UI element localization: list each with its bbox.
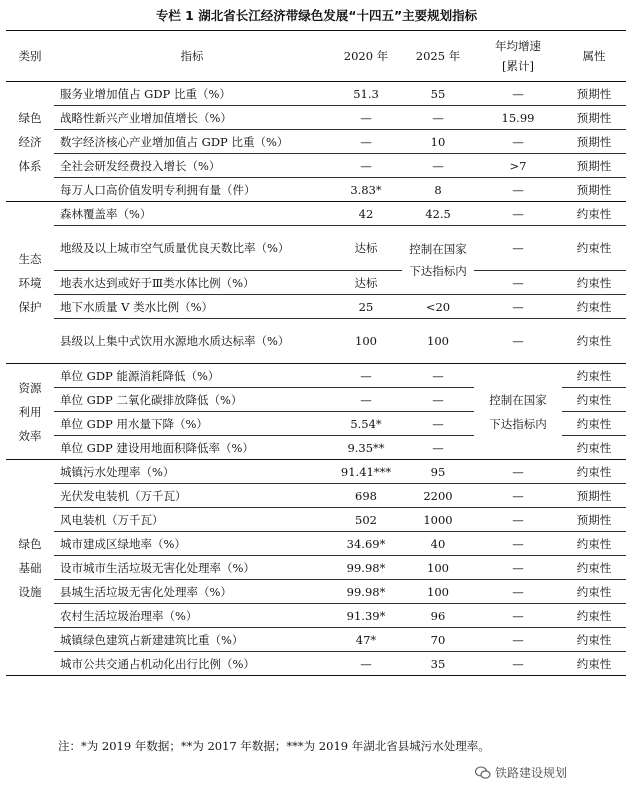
table-row	[6, 556, 626, 580]
indicator-cell: 森林覆盖率（%）	[54, 202, 330, 226]
value-2020-cell: —	[330, 130, 402, 154]
header-growth-line2: [累计]	[502, 59, 534, 73]
attribute-cell: 约束性	[562, 652, 626, 676]
category-cell: 绿色 基础 设施	[6, 460, 54, 676]
growth-cell: 15.99	[474, 106, 562, 130]
attribute-cell: 预期性	[562, 178, 626, 202]
attribute-cell: 预期性	[562, 508, 626, 532]
value-2020-cell: 91.41***	[330, 460, 402, 484]
growth-cell: —	[474, 178, 562, 202]
value-2025-cell: 55	[402, 82, 474, 106]
value-2020-cell: 达标	[330, 271, 402, 295]
value-2020-cell: 达标	[330, 226, 402, 271]
value-2020-cell: 25	[330, 295, 402, 319]
table-row	[6, 604, 626, 628]
value-2020-cell: 9.35**	[330, 436, 402, 460]
growth-cell: —	[474, 130, 562, 154]
value-2020-cell: 47*	[330, 628, 402, 652]
value-2025-cell: 70	[402, 628, 474, 652]
header-2020: 2020 年	[330, 31, 402, 82]
indicator-cell: 地表水达到或好于Ⅲ类水体比例（%）	[54, 271, 330, 295]
attribute-cell: 约束性	[562, 202, 626, 226]
table-row	[6, 484, 626, 508]
value-2020-cell: 99.98*	[330, 580, 402, 604]
value-2020-cell: 502	[330, 508, 402, 532]
table-row	[6, 226, 626, 271]
value-2020-cell: —	[330, 388, 402, 412]
attribute-cell: 约束性	[562, 412, 626, 436]
indicator-cell: 单位 GDP 二氧化碳排放降低（%）	[54, 388, 330, 412]
value-2020-cell: 51.3	[330, 82, 402, 106]
indicator-cell: 光伏发电装机（万千瓦）	[54, 484, 330, 508]
indicator-cell: 城市公共交通占机动化出行比例（%）	[54, 652, 330, 676]
indicator-cell: 数字经济核心产业增加值占 GDP 比重（%）	[54, 130, 330, 154]
indicator-cell: 服务业增加值占 GDP 比重（%）	[54, 82, 330, 106]
value-2020-cell: 99.98*	[330, 556, 402, 580]
attribute-cell: 约束性	[562, 436, 626, 460]
value-2025-cell: 2200	[402, 484, 474, 508]
value-2025-cell: —	[402, 436, 474, 460]
value-2025-cell: —	[402, 154, 474, 178]
growth-cell: —	[474, 484, 562, 508]
indicator-cell: 全社会研发经费投入增长（%）	[54, 154, 330, 178]
growth-cell: —	[474, 82, 562, 106]
indicator-cell: 风电装机（万千瓦）	[54, 508, 330, 532]
value-2025-cell: —	[402, 106, 474, 130]
header-category: 类别	[6, 31, 54, 82]
attribute-cell: 约束性	[562, 580, 626, 604]
indicator-cell: 城镇绿色建筑占新建建筑比重（%）	[54, 628, 330, 652]
value-2020-cell: 42	[330, 202, 402, 226]
value-2020-cell: —	[330, 652, 402, 676]
attribute-cell: 约束性	[562, 364, 626, 388]
attribute-cell: 约束性	[562, 604, 626, 628]
indicator-cell: 单位 GDP 能源消耗降低（%）	[54, 364, 330, 388]
indicator-cell: 单位 GDP 建设用地面积降低率（%）	[54, 436, 330, 460]
header-growth	[474, 31, 562, 82]
table-row	[6, 130, 626, 154]
value-2025-cell: 96	[402, 604, 474, 628]
growth-cell: —	[474, 460, 562, 484]
value-2025-cell: 8	[402, 178, 474, 202]
table-row	[6, 271, 626, 295]
table-row	[6, 628, 626, 652]
category-cell: 资源 利用 效率	[6, 364, 54, 460]
value-2025-cell: —	[402, 412, 474, 436]
watermark-text: 铁路建设规划	[495, 766, 568, 780]
attribute-cell: 预期性	[562, 154, 626, 178]
table-row	[6, 319, 626, 364]
attribute-cell: 约束性	[562, 532, 626, 556]
growth-cell: —	[474, 652, 562, 676]
indicator-cell: 每万人口高价值发明专利拥有量（件）	[54, 178, 330, 202]
indicator-cell: 地下水质量 V 类水比例（%）	[54, 295, 330, 319]
value-2020-cell: 34.69*	[330, 532, 402, 556]
value-2020-cell: —	[330, 154, 402, 178]
table-row	[6, 106, 626, 130]
value-2025-cell: 10	[402, 130, 474, 154]
value-2020-cell: 3.83*	[330, 178, 402, 202]
value-2025-cell: 100	[402, 556, 474, 580]
indicator-cell: 城市建成区绿地率（%）	[54, 532, 330, 556]
value-2025-cell: —	[402, 364, 474, 388]
table-row	[6, 82, 626, 106]
header-growth-line1: 年均增速	[495, 39, 541, 53]
table-row	[6, 364, 626, 388]
table-row	[6, 202, 626, 226]
indicator-cell: 县级以上集中式饮用水源地水质达标率（%）	[54, 319, 330, 364]
table-row	[6, 295, 626, 319]
value-2020-cell: 91.39*	[330, 604, 402, 628]
growth-cell: >7	[474, 154, 562, 178]
growth-cell: —	[474, 532, 562, 556]
category-cell: 生态 环境 保护	[6, 202, 54, 364]
growth-cell: —	[474, 628, 562, 652]
attribute-cell: 约束性	[562, 226, 626, 271]
table-header-row	[6, 31, 626, 82]
attribute-cell: 预期性	[562, 106, 626, 130]
table-row	[6, 580, 626, 604]
value-2025-cell: 100	[402, 580, 474, 604]
growth-cell: —	[474, 202, 562, 226]
growth-cell: —	[474, 319, 562, 364]
value-2025-cell: 100	[402, 319, 474, 364]
indicator-cell: 农村生活垃圾治理率（%）	[54, 604, 330, 628]
planning-indicators-table	[6, 30, 626, 676]
indicator-cell: 设市城市生活垃圾无害化处理率（%）	[54, 556, 330, 580]
indicator-cell: 县城生活垃圾无害化处理率（%）	[54, 580, 330, 604]
table-row	[6, 154, 626, 178]
value-2025-cell: 35	[402, 652, 474, 676]
growth-cell: —	[474, 508, 562, 532]
attribute-cell: 约束性	[562, 319, 626, 364]
category-cell: 绿色 经济 体系	[6, 82, 54, 202]
value-2025-cell: 1000	[402, 508, 474, 532]
watermark	[475, 764, 567, 781]
table-row	[6, 178, 626, 202]
growth-cell: 控制在国家下达指标内	[474, 364, 562, 460]
growth-cell: —	[474, 556, 562, 580]
table-row	[6, 532, 626, 556]
indicator-cell: 战略性新兴产业增加值增长（%）	[54, 106, 330, 130]
growth-cell: —	[474, 271, 562, 295]
header-attribute: 属性	[562, 31, 626, 82]
indicator-cell: 单位 GDP 用水量下降（%）	[54, 412, 330, 436]
value-2020-cell: 698	[330, 484, 402, 508]
growth-cell: —	[474, 580, 562, 604]
indicator-cell: 城镇污水处理率（%）	[54, 460, 330, 484]
growth-cell: —	[474, 604, 562, 628]
value-2020-cell: 100	[330, 319, 402, 364]
header-2025: 2025 年	[402, 31, 474, 82]
attribute-cell: 约束性	[562, 271, 626, 295]
indicator-cell: 地级及以上城市空气质量优良天数比率（%）	[54, 226, 330, 271]
value-2025-cell: 控制在国家下达指标内	[402, 226, 474, 295]
value-2025-cell: <20	[402, 295, 474, 319]
header-indicator: 指标	[54, 31, 330, 82]
value-2020-cell: —	[330, 364, 402, 388]
table-title: 专栏 1 湖北省长江经济带绿色发展“十四五”主要规划指标	[155, 8, 478, 23]
table-row	[6, 652, 626, 676]
value-2025-cell: 42.5	[402, 202, 474, 226]
attribute-cell: 约束性	[562, 295, 626, 319]
attribute-cell: 预期性	[562, 484, 626, 508]
attribute-cell: 约束性	[562, 460, 626, 484]
attribute-cell: 约束性	[562, 388, 626, 412]
attribute-cell: 预期性	[562, 82, 626, 106]
value-2025-cell: 95	[402, 460, 474, 484]
value-2025-cell: —	[402, 388, 474, 412]
attribute-cell: 约束性	[562, 556, 626, 580]
value-2025-cell: 40	[402, 532, 474, 556]
attribute-cell: 预期性	[562, 130, 626, 154]
wechat-icon	[475, 766, 491, 780]
value-2020-cell: —	[330, 106, 402, 130]
table-body	[6, 82, 626, 676]
growth-cell: —	[474, 295, 562, 319]
growth-cell: —	[474, 226, 562, 271]
table-row	[6, 508, 626, 532]
attribute-cell: 约束性	[562, 628, 626, 652]
footnote: 注：*为 2019 年数据；**为 2017 年数据；***为 2019 年湖北省县城污水处理率。	[58, 739, 490, 753]
value-2020-cell: 5.54*	[330, 412, 402, 436]
table-row	[6, 460, 626, 484]
